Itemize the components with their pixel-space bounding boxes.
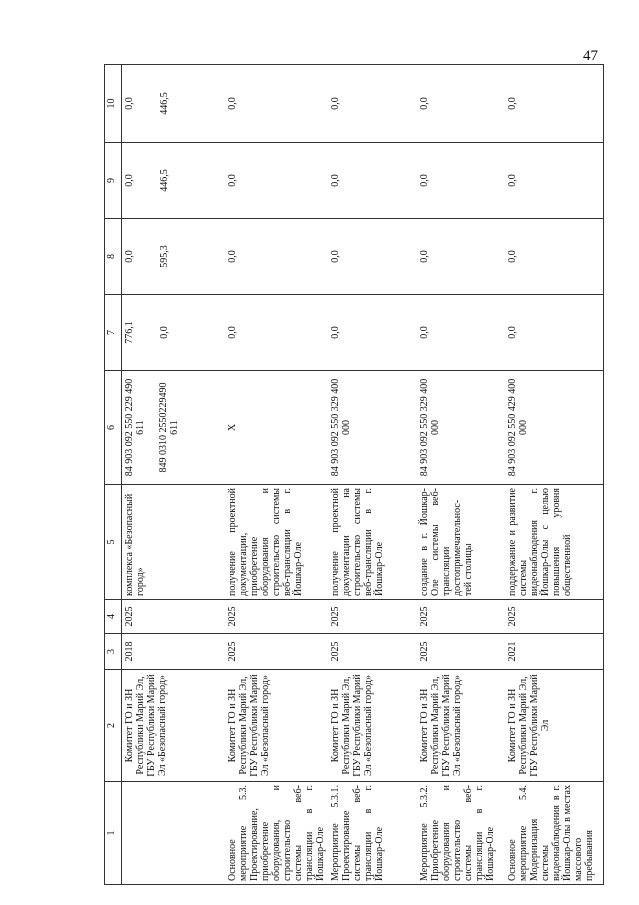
table-row: [225, 65, 328, 885]
amount-cell: 0,0: [505, 219, 604, 295]
executor-cell: Комитет ГО и ЗН Республики Марий Эл, ГБУ Республики Марий Эл «Безопасный город»: [417, 670, 505, 782]
amount-cell: 0,0: [328, 143, 417, 219]
amount-cell: 0,0: [417, 65, 505, 143]
budget-code-cell: 84 903 092 550 329 400 000: [328, 371, 417, 485]
end-year-cell: 2025: [505, 600, 604, 634]
amount-cell: [122, 219, 226, 295]
amount-cell: 0,0: [225, 219, 328, 295]
amount-cell: 0,0: [328, 295, 417, 371]
executor-cell: Комитет ГО и ЗН Республики Марий Эл, ГБУ Республики Марий Эл «Безопасный город»: [328, 670, 417, 782]
executor-cell: Комитет ГО и ЗН Республики Марий Эл, ГБУ Республики Марий Эл «Безопасный город»: [122, 670, 226, 782]
amount-cell: [122, 143, 226, 219]
amount-cell: 0,0: [225, 295, 328, 371]
budget-code-line: 84 903 092 550 229 490 611: [124, 378, 146, 477]
budget-code-line: 849 0310 2550229490 611: [158, 382, 180, 473]
result-cell: получение проектной документации на строительство системы веб-трансляции в г. Йошкар-Оле: [328, 485, 417, 600]
amount-cell: 0,0: [328, 65, 417, 143]
start-year-cell: 2025: [417, 634, 505, 670]
event-name-cell: [122, 782, 226, 885]
amount-line: 0,0: [159, 326, 170, 339]
header-cell: 2: [105, 670, 122, 782]
amount-line: 0,0: [124, 250, 135, 263]
start-year-cell: 2021: [505, 634, 604, 670]
amount-cell: 0,0: [225, 65, 328, 143]
amount-cell: [122, 65, 226, 143]
header-cell: 5: [105, 485, 122, 600]
result-cell: комплекса «Безопасный город»: [122, 485, 226, 600]
executor-cell: Комитет ГО и ЗН Республики Марий Эл, ГБУ Республики Марий Эл «Безопасный город»: [225, 670, 328, 782]
amount-cell: 0,0: [417, 219, 505, 295]
amount-line: 446,5: [159, 92, 170, 115]
event-name-cell: Основное мероприятие 5.4. Модернизация системы видеонаблюдения в г. Йошкар-Олы в местах массового пребывания: [505, 782, 604, 885]
program-table: [104, 64, 604, 885]
amount-line: 776,1: [124, 321, 135, 344]
budget-code-cell: 84 903 092 550 329 400 000: [417, 371, 505, 485]
amount-cell: 0,0: [328, 219, 417, 295]
amount-cell: 0,0: [417, 143, 505, 219]
header-cell: 4: [105, 600, 122, 634]
end-year-cell: 2025: [225, 600, 328, 634]
amount-cell: 0,0: [505, 65, 604, 143]
event-name-cell: Мероприятие 5.3.2. Приобретение оборудования и строительство системы веб-трансляции в г. Йошкар-Оле: [417, 782, 505, 885]
start-year-cell: 2025: [328, 634, 417, 670]
amount-line: 0,0: [124, 174, 135, 187]
amount-cell: 0,0: [225, 143, 328, 219]
start-year-cell: 2018: [122, 634, 226, 670]
rotated-table-container: [104, 65, 619, 885]
executor-cell: Комитет ГО и ЗН Республики Марий Эл, ГБУ Республики Марий Эл: [505, 670, 604, 782]
page-number: 47: [583, 48, 598, 64]
budget-code-cell: Х: [225, 371, 328, 485]
budget-code-cell: [122, 371, 226, 485]
header-cell: 9: [105, 143, 122, 219]
event-name-cell: Основное мероприятие 5.3. Проектирование, приобретение оборудования, и строительство системы веб-трансляции в г. Йошкар-Оле: [225, 782, 328, 885]
header-cell: 3: [105, 634, 122, 670]
end-year-cell: 2025: [417, 600, 505, 634]
end-year-cell: 2025: [328, 600, 417, 634]
table-row: [328, 65, 417, 885]
amount-cell: [122, 295, 226, 371]
header-cell: 1: [105, 782, 122, 885]
budget-code-cell: 84 903 092 550 429 400 000: [505, 371, 604, 485]
result-cell: получение проектной документации, приобретение оборудования и строительство системы веб-трансляции в г. Йошкар-Оле: [225, 485, 328, 600]
event-name-cell: Мероприятие 5.3.1. Проектирование системы веб-трансляции в г. Йошкар-Оле: [328, 782, 417, 885]
amount-line: 446,5: [159, 169, 170, 192]
amount-cell: 0,0: [417, 295, 505, 371]
amount-cell: 0,0: [505, 295, 604, 371]
header-cell: 8: [105, 219, 122, 295]
start-year-cell: 2025: [225, 634, 328, 670]
result-cell: создание в г. Йошкар-Оле системы веб-трансляции достопримечательнос-тей столицы: [417, 485, 505, 600]
header-cell: 7: [105, 295, 122, 371]
header-cell: 6: [105, 371, 122, 485]
table-row: [505, 65, 604, 885]
header-cell: 10: [105, 65, 122, 143]
header-row: [105, 65, 122, 885]
amount-line: 0,0: [124, 97, 135, 110]
amount-cell: 0,0: [505, 143, 604, 219]
table-row: [122, 65, 226, 885]
end-year-cell: 2025: [122, 600, 226, 634]
amount-line: 595,3: [159, 245, 170, 268]
result-cell: поддержание и развитие системы видеонаблюдения г. Йошкар-Олы с целью повышения уровня общественной: [505, 485, 604, 600]
table-row: [417, 65, 505, 885]
